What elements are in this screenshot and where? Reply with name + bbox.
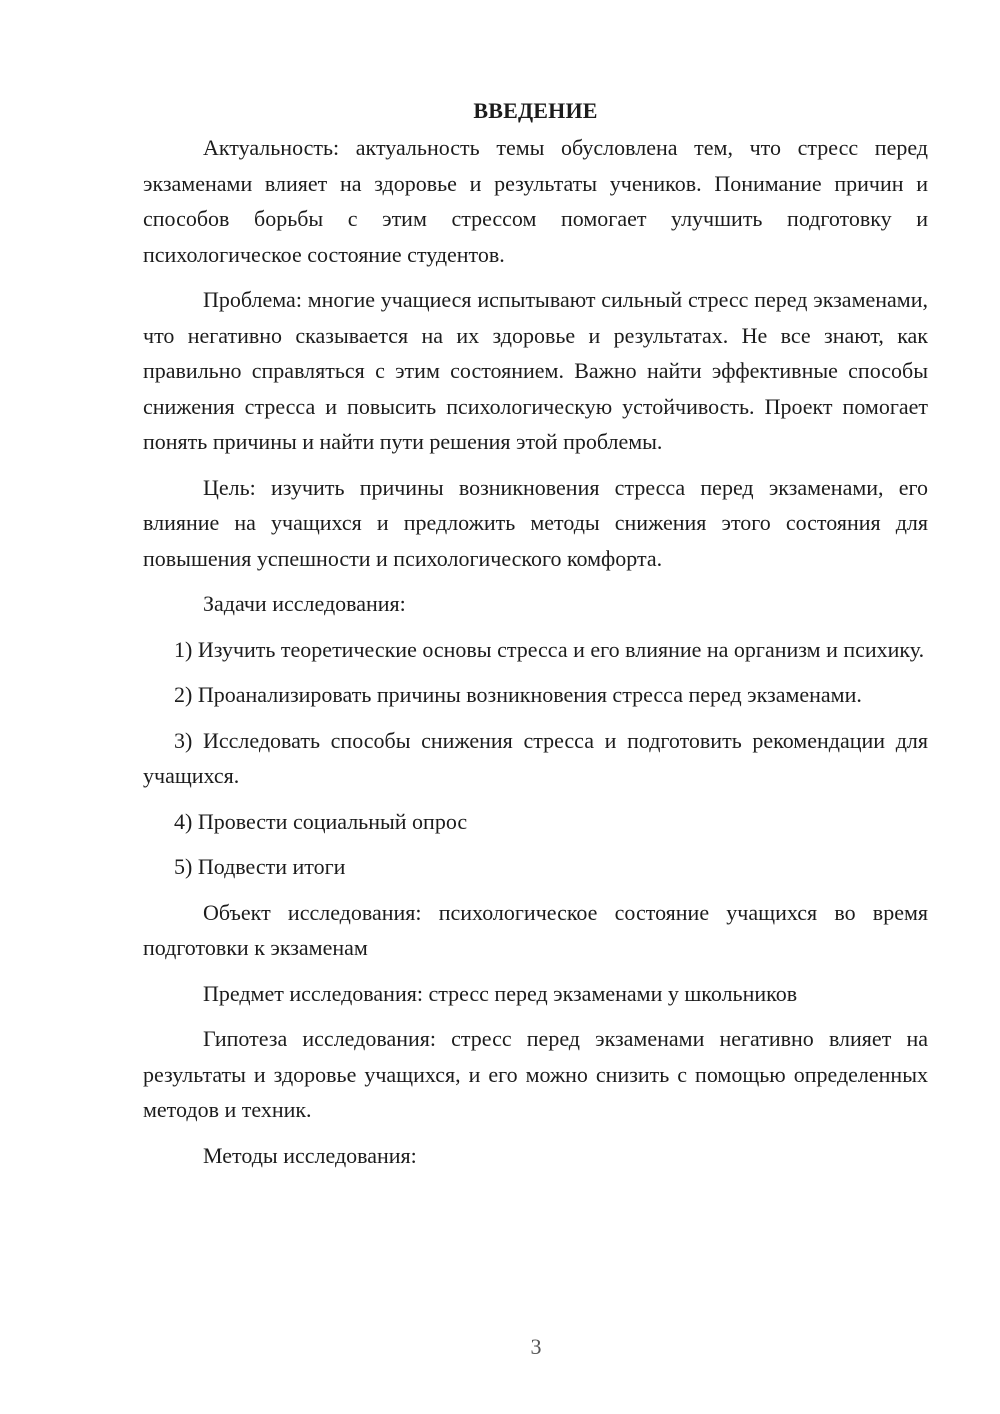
paragraph-goal: Цель: изучить причины возникновения стресса перед экзаменами, его влияние на учащихся и предложить методы снижения этого состояния для повышения успешности и психологического комфорта. bbox=[143, 474, 928, 571]
task-item-5: 5) Подвести итоги bbox=[174, 854, 346, 879]
task-item-3: 3) Исследовать способы снижения стресса и подготовить рекомендации для учащихся. bbox=[143, 727, 928, 788]
paragraph-problem: Проблема: многие учащиеся испытывают сильный стресс перед экзаменами, что негативно сказывается на их здоровье и результатах. Не все знают, как правильно справляться с этим состоянием. Важно найти эффективные способы снижения стресса и повысить психологическую устойчивость. Проект помогает понять причины и найти пути решения этой проблемы. bbox=[143, 287, 928, 454]
page-number: 3 bbox=[530, 1334, 542, 1359]
task-item-2: 2) Проанализировать причины возникновения стресса перед экзаменами. bbox=[174, 682, 862, 707]
section-title: ВВЕДЕНИЕ bbox=[473, 98, 598, 123]
paragraph-object: Объект исследования: психологическое состояние учащихся во время подготовки к экзаменам bbox=[143, 899, 928, 960]
paragraph-hypothesis: Гипотеза исследования: стресс перед экзаменами негативно влияет на результаты и здоровье учащихся, и его можно снизить с помощью определенных методов и техник. bbox=[143, 1026, 928, 1122]
task-item-1: 1) Изучить теоретические основы стресса и его влияние на организм и психику. bbox=[174, 636, 925, 662]
tasks-heading: Задачи исследования: bbox=[203, 591, 406, 616]
page-content bbox=[143, 93, 928, 1183]
paragraph-subject: Предмет исследования: стресс перед экзаменами у школьников bbox=[203, 980, 798, 1006]
paragraph-relevance: Актуальность: актуальность темы обусловлена тем, что стресс перед экзаменами влияет на здоровье и результаты учеников. Понимание причин и способов борьбы с этим стрессом помогает улучшить подготовку и психологическое состояние студентов. bbox=[143, 135, 928, 267]
methods-heading: Методы исследования: bbox=[203, 1142, 417, 1168]
task-item-4: 4) Провести социальный опрос bbox=[174, 808, 468, 834]
